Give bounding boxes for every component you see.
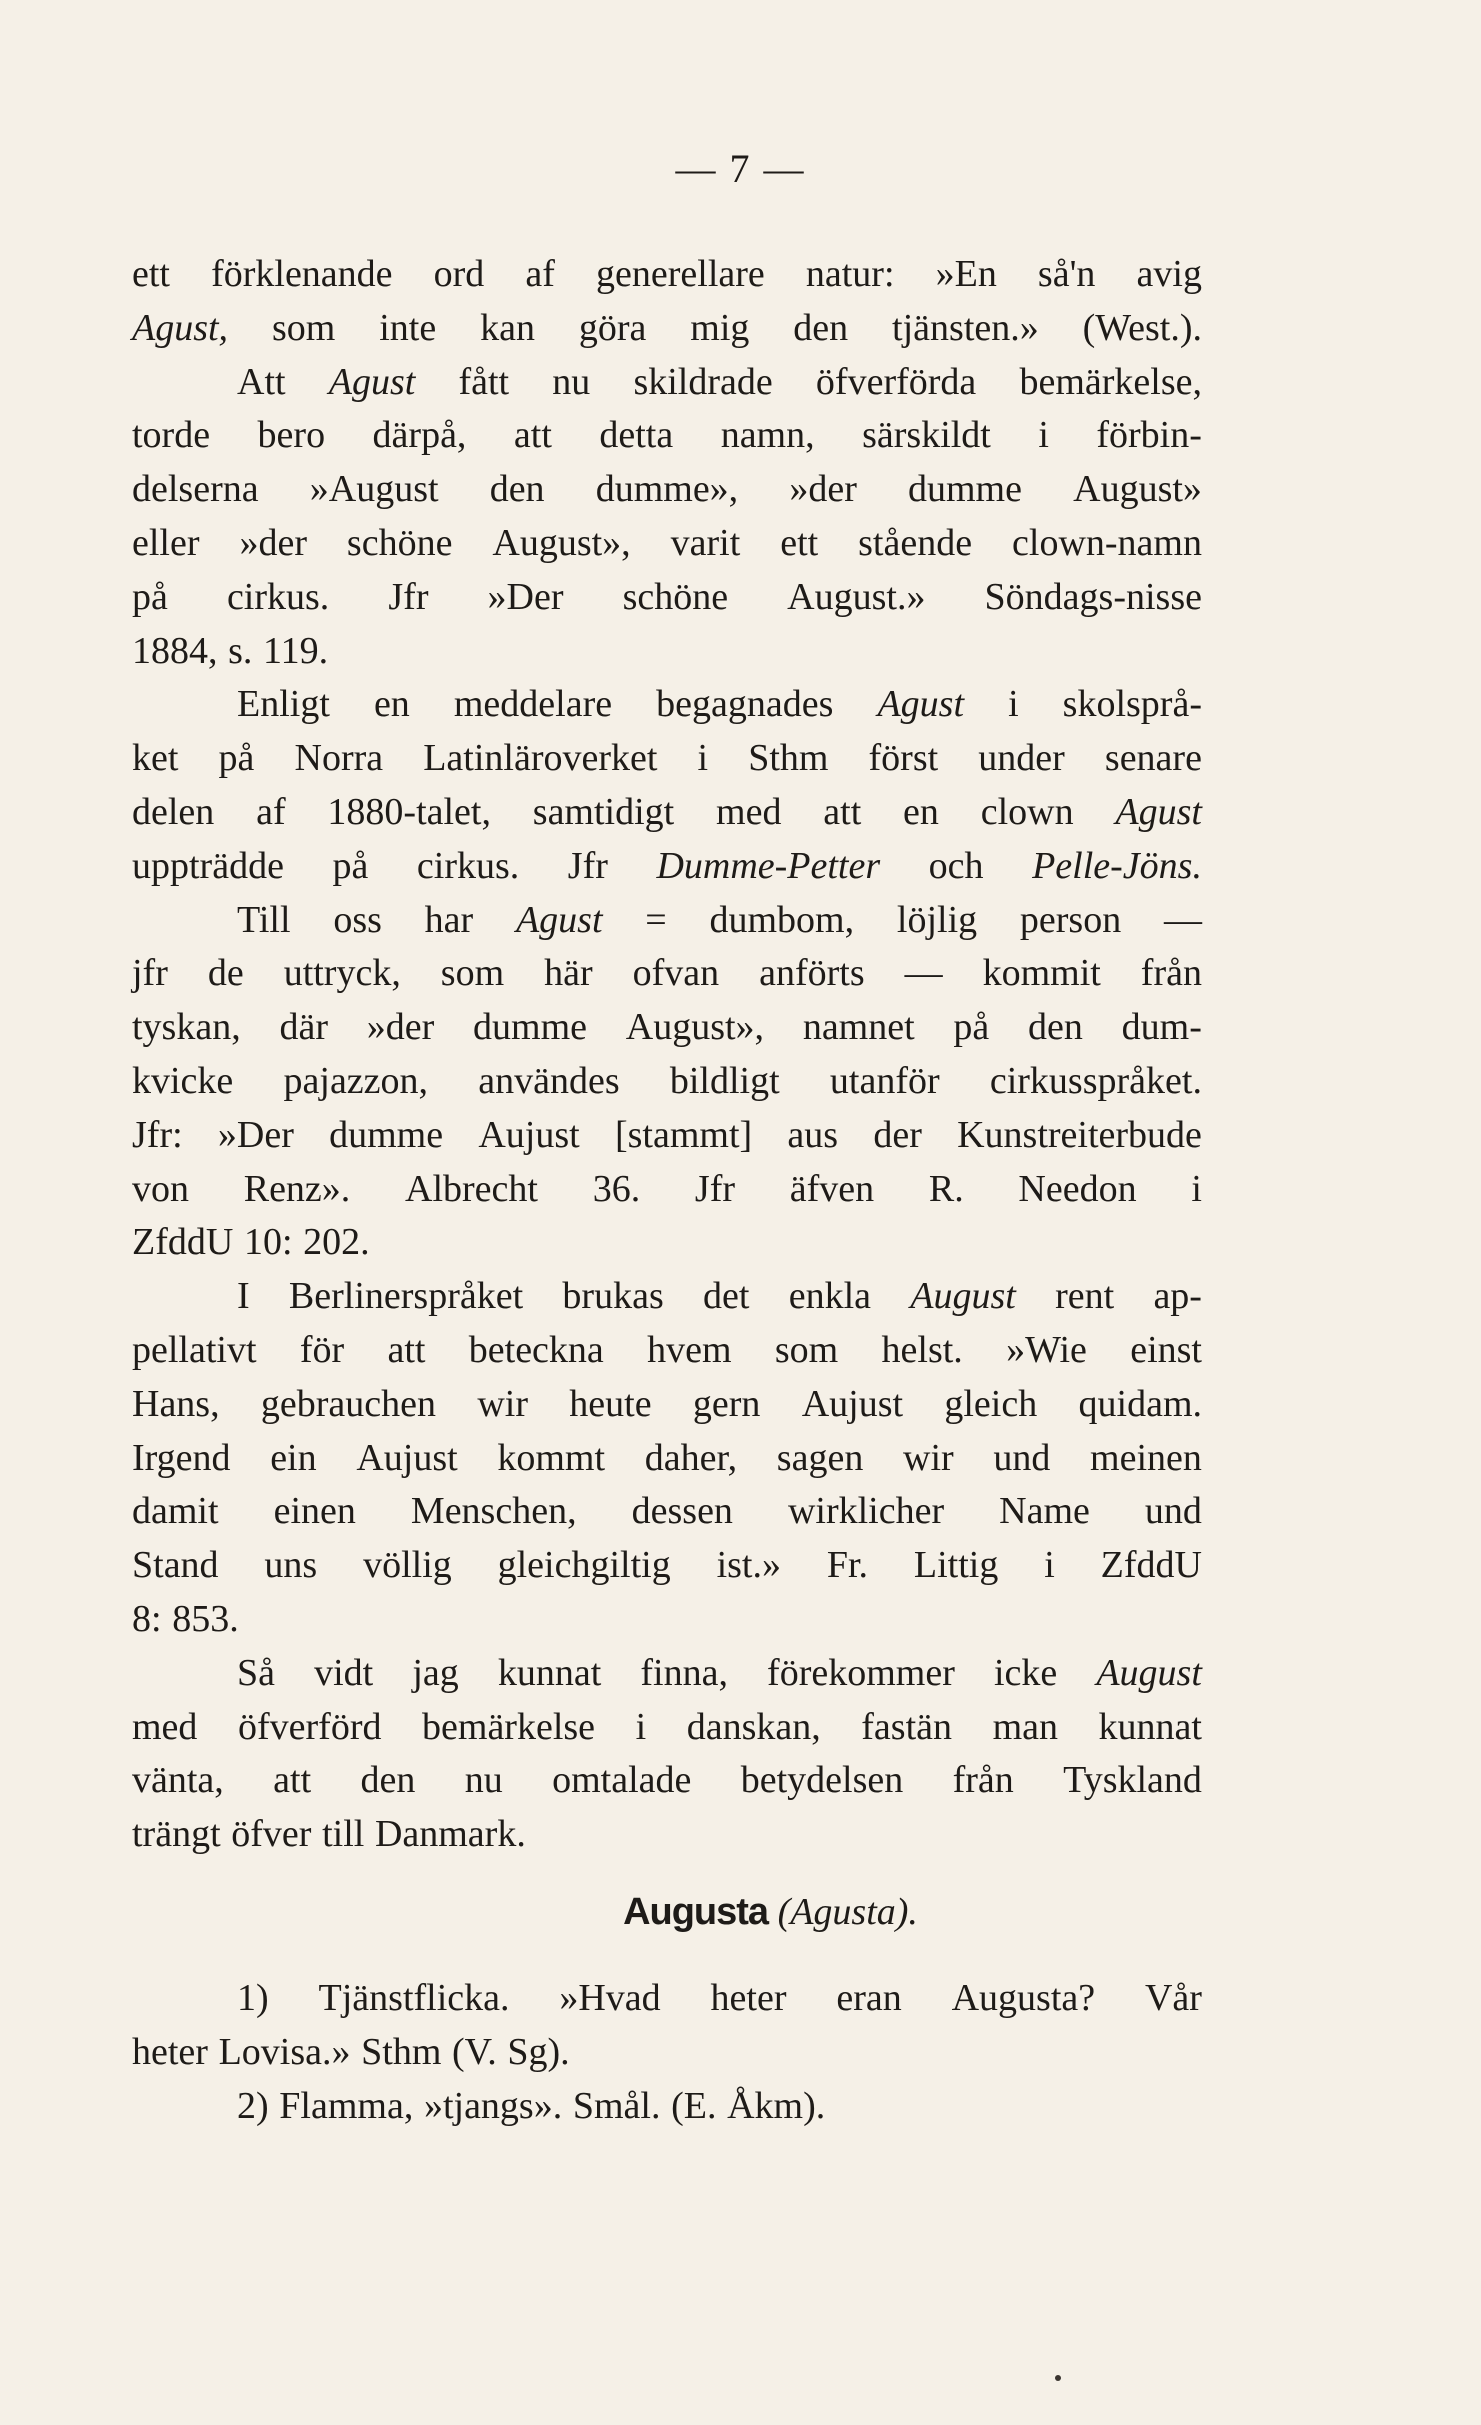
text-word: Enligt [237,683,330,726]
text-word: på [218,737,255,780]
text-word: finna, [640,1651,728,1694]
text-word: namnet [802,1006,915,1049]
text-word: att [273,1759,312,1802]
text-word: en [373,683,410,726]
text-word: 202. [303,1221,370,1264]
text-word: und [993,1436,1051,1479]
text-word: daher, [644,1436,738,1479]
text-word: Albrecht [405,1167,538,1210]
text-word: göra [578,306,647,349]
text-word: person [1019,898,1122,941]
text-word: dumbom, [709,898,855,941]
text-word: med [716,790,782,833]
text-line [132,1163,1202,1217]
text-line [132,1270,1202,1324]
sense-word: 1) [237,1977,269,2019]
text-word: Söndags-nisse [984,575,1202,618]
text-word: att [513,414,552,457]
text-word: August [910,1275,1016,1318]
text-word: i [1008,683,1019,726]
text-line [132,356,1202,410]
text-word: den [1028,1006,1083,1049]
text-word: på [953,1006,990,1049]
text-word: »Der [487,575,564,618]
text-word: ZfddU [132,1221,234,1264]
text-word: senare [1104,737,1202,780]
text-word: det [703,1275,750,1318]
text-word: först [868,737,939,780]
sense-word: Lovisa.» [218,2030,351,2073]
text-word: användes [478,1059,620,1102]
text-word: Tyskland [1063,1759,1202,1802]
text-word: anförts [759,952,865,995]
text-word: vänta, [132,1759,224,1802]
text-word: inte [379,306,437,349]
text-word: nu [464,1759,503,1802]
text-word: Agust, [132,306,229,349]
text-word: enkla [788,1275,871,1318]
text-word: — [904,952,943,995]
body-text [132,248,1202,1862]
text-word: Jfr [388,575,429,618]
text-word: förbin- [1096,414,1202,457]
text-word: Name [999,1490,1090,1533]
text-word: Renz». [243,1167,351,1210]
text-word: ord [433,253,485,295]
text-line [132,1432,1202,1486]
text-word: Fr. [826,1544,869,1587]
page-number: — 7 — [675,146,806,191]
text-word: dumme», [595,468,739,511]
sense-line [132,2080,1202,2134]
text-word: särskildt [862,414,991,457]
text-word: som [774,1328,839,1371]
text-word: Agust [1115,790,1202,833]
text-word: fastän [861,1705,953,1748]
text-word: schöne [346,521,453,564]
text-word: hvem [647,1328,732,1371]
text-word: kunnat [1098,1705,1202,1748]
entry-variant: (Agusta). [777,1891,918,1933]
text-word: ofvan [632,952,720,995]
text-word: förklenande [211,253,393,295]
text-word: und [1144,1490,1202,1533]
text-word: namn, [720,414,815,457]
text-word: Jfr [694,1167,736,1210]
text-word: icke [993,1651,1058,1694]
text-word: stående [858,521,973,564]
text-word: beteckna [468,1328,604,1371]
text-word: der [873,1113,922,1156]
text-word: kunnat [497,1651,602,1694]
text-word: samtidigt [532,790,675,833]
text-word: Agust [515,898,603,941]
text-word: wir [477,1382,528,1425]
text-word: pellativt [132,1328,257,1371]
text-word: R. [928,1167,964,1210]
text-word: bero [257,414,326,457]
text-word: kan [480,306,535,349]
text-line [132,786,1202,840]
text-word: heute [569,1382,652,1425]
text-word: att [823,790,862,833]
text-word: Så [237,1651,275,1694]
text-word: »August [309,468,439,511]
text-word: »Wie [1006,1328,1087,1371]
text-word: delserna [132,468,259,511]
text-word: af [525,253,555,295]
text-word: gleichgiltig [497,1544,671,1587]
text-word: Danmark. [374,1813,526,1856]
text-word: I [237,1275,250,1318]
text-word: Sthm [748,737,829,780]
text-word: jag [412,1651,459,1694]
text-word: uns [264,1544,318,1587]
text-word: varit [670,521,741,564]
text-word: bemärkelse, [1019,360,1202,403]
text-word: brukas [562,1275,664,1318]
text-word: rent [1055,1275,1115,1318]
text-word: bildligt [669,1059,780,1102]
text-word: den [793,306,849,349]
text-word: delen [132,790,215,833]
text-word: uttryck, [283,952,401,995]
text-word: nu [552,360,591,403]
text-word: — [1163,898,1202,941]
text-word: löjlig [896,898,978,941]
entry-headword: Augusta [623,1891,769,1933]
sense-word: heter [132,2030,208,2073]
text-word: cirkusspråket. [989,1059,1202,1102]
text-word: »der [239,521,307,564]
text-line [132,571,1202,625]
text-word: helst. [881,1328,963,1371]
sense-word: eran [836,1977,902,2019]
text-word: sagen [776,1436,864,1479]
text-word: till [322,1813,365,1856]
print-speck [1055,2375,1061,2381]
text-line [132,517,1202,571]
text-word: ett [780,521,819,564]
sense-line [132,1972,1202,2026]
text-word: på [332,844,369,887]
text-word: kommit [982,952,1101,995]
text-word: skolsprå- [1062,683,1202,726]
text-word: meinen [1090,1436,1202,1479]
text-word: August» [1073,468,1202,511]
text-word: clown-namn [1012,521,1202,564]
text-word: generellare [596,253,765,295]
text-word: völlig [363,1544,452,1587]
text-word: fått [458,360,510,403]
text-word: »En [935,253,997,295]
text-word: den [489,468,545,511]
sense-word: Sg). [507,2030,570,2073]
text-word: dessen [631,1490,733,1533]
sense-word: Sthm [361,2030,442,2073]
text-word: cirkus. [226,575,330,618]
text-word: ein [270,1436,317,1479]
text-word: ett [132,253,170,295]
text-line [132,894,1202,948]
text-word: torde [132,414,211,457]
text-word: = [645,898,667,941]
text-word: där [279,1006,328,1049]
entry-senses [132,1972,1202,2133]
text-word: Pelle-Jöns. [1032,844,1202,887]
text-word: omtalade [552,1759,692,1802]
text-word: som [440,952,505,995]
text-word: så'n [1037,253,1096,295]
text-word: Kunstreiterbude [957,1113,1202,1156]
text-word: med [132,1705,198,1748]
text-word: de [207,952,244,995]
text-word: ket [132,737,179,780]
text-word: wirklicher [787,1490,945,1533]
text-word: damit [132,1490,219,1533]
text-line [132,1055,1202,1109]
text-word: Att [237,360,286,403]
sense-word: Tjänstflicka. [318,1977,510,2019]
text-word: från [952,1759,1014,1802]
text-word: betydelsen [740,1759,904,1802]
text-word: einen [273,1490,356,1533]
text-word: öfverförd [237,1705,382,1748]
text-word: under [978,737,1065,780]
text-word: [stammt] [614,1113,753,1156]
text-line [132,1485,1202,1539]
text-word: schöne [622,575,729,618]
sense-word: Augusta? [951,1977,1096,2019]
text-line [132,1109,1202,1163]
text-word: ap- [1153,1275,1202,1318]
text-word: som [271,306,336,349]
text-word: den [360,1759,416,1802]
text-word: från [1140,952,1202,995]
text-line [132,1378,1202,1432]
text-word: detta [599,414,674,457]
text-word: dum- [1121,1006,1202,1049]
sense-word: Flamma, [279,2084,414,2127]
text-line [132,302,1202,356]
text-word: (West.). [1082,306,1202,349]
text-word: Hans, [132,1382,220,1425]
text-word: Agust [328,360,416,403]
text-word: har [424,898,474,941]
text-word: Aujust [801,1382,904,1425]
text-word: i [697,737,709,780]
text-word: af [256,790,286,833]
text-line [132,248,1202,302]
text-word: och [928,844,984,887]
text-word: i [635,1705,647,1748]
sense-word: (E. [671,2084,717,2127]
text-word: quidam. [1078,1382,1202,1425]
text-word: uppträdde [132,844,284,887]
text-word: ZfddU [1100,1544,1202,1587]
text-word: s. [228,629,253,672]
text-word: mig [690,306,750,349]
text-word: clown [980,790,1074,833]
text-line [132,678,1202,732]
text-word: Littig [913,1544,999,1587]
text-word: »der [366,1006,435,1049]
text-word: öfverförda [815,360,977,403]
text-word: oss [333,898,382,941]
text-word: Menschen, [410,1490,577,1533]
text-word: gebrauchen [260,1382,437,1425]
text-word: en [903,790,939,833]
text-word: kvicke [132,1059,234,1102]
sense-word: Åkm). [727,2084,826,2127]
sense-word: 2) [237,2084,269,2127]
text-word: »Der [217,1113,294,1156]
text-word: August», [625,1006,765,1049]
text-line [132,1216,1202,1270]
text-word: dumme [908,468,1022,511]
text-word: kommt [497,1436,606,1479]
text-word: Latinläroverket [423,737,658,780]
text-word: här [544,952,593,995]
text-line [132,1539,1202,1593]
text-word: bemärkelse [422,1705,596,1748]
text-word: Aujust [478,1113,580,1156]
text-word: 8: [132,1597,162,1640]
text-word: Stand [132,1544,219,1587]
text-word: aus [787,1113,839,1156]
text-line [132,947,1202,1001]
text-word: jfr [132,952,168,995]
text-word: gleich [944,1382,1038,1425]
text-word: Till [237,898,291,941]
text-word: Aujust [356,1436,458,1479]
sense-word: Vår [1144,1977,1202,2019]
text-word: wir [903,1436,954,1479]
sense-word: »tjangs». [423,2084,563,2127]
text-word: tjänsten.» [892,306,1039,349]
text-word: einst [1130,1328,1202,1371]
sense-word: Smål. [572,2084,661,2127]
text-word: skildrade [633,360,773,403]
text-line [132,1754,1202,1808]
text-word: August [1096,1651,1202,1694]
text-line [132,625,1202,679]
text-word: 36. [592,1167,641,1210]
text-word: i [1044,1544,1055,1587]
text-word: cirkus. [416,844,520,887]
text-word: förekommer [767,1651,955,1694]
text-word: August.» [787,575,926,618]
text-word: på [132,575,168,618]
text-word: Needon [1018,1167,1137,1210]
text-word: för [299,1328,345,1371]
text-line [132,1701,1202,1755]
text-word: i [1038,414,1049,457]
text-word: meddelare [453,683,613,726]
sense-word: (V. [452,2030,497,2073]
text-word: von [132,1167,189,1210]
text-line [132,1647,1202,1701]
text-word: ist.» [716,1544,781,1587]
text-word: Berlinerspråket [288,1275,524,1318]
text-word: 1880-talet, [327,790,491,833]
text-word: begagnades [656,683,834,726]
sense-word: »Hvad [559,1977,661,2019]
text-line [132,463,1202,517]
text-word: vidt [314,1651,374,1694]
text-word: därpå, [372,414,467,457]
sense-word: heter [710,1977,787,2019]
text-word: Dumme-Petter [656,844,881,887]
text-word: dumme [329,1113,444,1156]
text-word: danskan, [686,1705,821,1748]
text-word: utanför [829,1059,940,1102]
text-word: eller [132,521,200,564]
text-word: i [1191,1167,1202,1210]
text-word: August», [492,521,631,564]
text-word: 853. [172,1597,239,1640]
text-line [132,732,1202,786]
text-line [132,1593,1202,1647]
text-word: 10: [243,1221,293,1264]
text-word: man [992,1705,1058,1748]
text-line [132,840,1202,894]
text-word: Jfr [567,844,608,887]
text-word: att [387,1328,426,1371]
text-word: pajazzon, [283,1059,429,1102]
text-word: avig [1136,253,1202,295]
text-word: Irgend [132,1436,231,1479]
text-word: 1884, [132,629,218,672]
text-word: öfver [231,1813,312,1856]
text-word: trängt [132,1813,221,1856]
text-word: Agust [877,683,965,726]
text-word: »der [789,468,857,511]
text-word: Norra [294,737,384,780]
text-line [132,1808,1202,1862]
text-line [132,409,1202,463]
text-word: gern [692,1382,761,1425]
sense-line [132,2026,1202,2080]
text-line [132,1324,1202,1378]
text-word: natur: [805,253,895,295]
text-word: 119. [263,629,329,672]
text-word: dumme [473,1006,588,1049]
entry-heading [0,1890,1481,1934]
text-word: Jfr: [132,1113,183,1156]
text-word: tyskan, [132,1006,241,1049]
text-word: äfven [789,1167,875,1210]
text-line [132,1001,1202,1055]
